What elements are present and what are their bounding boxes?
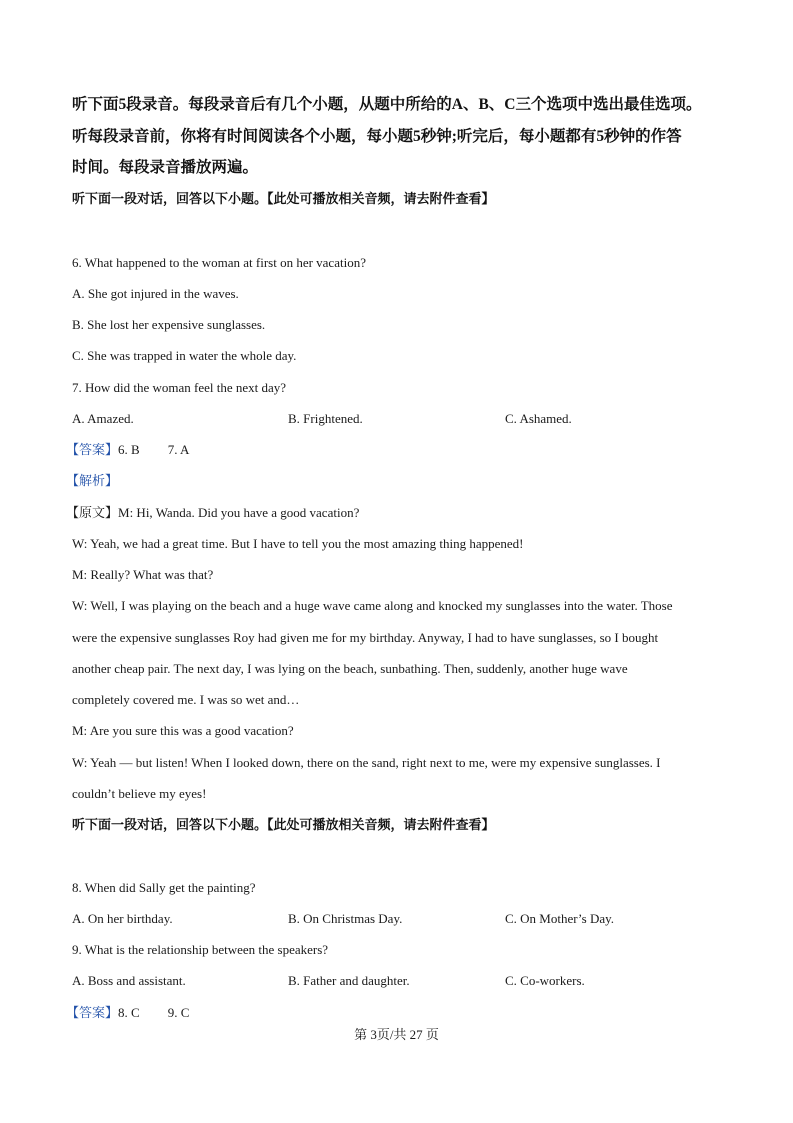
question-8-stem: 8. When did Sally get the painting? <box>72 880 256 895</box>
transcript-line-6: another cheap pair. The next day, I was lying on the beach, sunbathing. Then, suddenly, another huge wave <box>72 661 628 676</box>
answer-tag: 【答案】 <box>66 442 119 457</box>
answer-7: 7. A <box>167 442 190 457</box>
question-8-option-c: C. On Mother’s Day. <box>505 911 615 926</box>
transcript-line-9: W: Yeah — but listen! When I looked down, there on the sand, right next to me, were my expensive sunglasses. I <box>72 755 661 770</box>
page-number: 第 3页/共 27 页 <box>354 1027 439 1042</box>
transcript-text: M: Hi, Wanda. Did you have a good vacation? <box>118 505 360 520</box>
question-7-option-b: B. Frightened. <box>288 411 363 426</box>
transcript-line-8: M: Are you sure this was a good vacation? <box>72 723 294 738</box>
intro-line-1: 听下面5段录音。每段录音后有几个小题，从题中所给的A、B、C三个选项中选出最佳选项。 <box>72 96 702 113</box>
intro-line-3: 时间。每段录音播放两遍。 <box>72 159 259 176</box>
question-6-stem: 6. What happened to the woman at first on her vacation? <box>72 255 366 270</box>
answer-row-2 <box>66 1005 189 1021</box>
transcript-line-2: W: Yeah, we had a great time. But I have to tell you the most amazing thing happened! <box>72 536 524 551</box>
question-6-option-a: A. She got injured in the waves. <box>72 286 239 301</box>
transcript-line-10: couldn’t believe my eyes! <box>72 786 207 801</box>
question-8-option-a: A. On her birthday. <box>72 911 173 926</box>
question-9-option-a: A. Boss and assistant. <box>72 973 186 988</box>
transcript-line-5: were the expensive sunglasses Roy had given me for my birthday. Anyway, I had to have sunglasses, so I bought <box>72 630 659 645</box>
question-9-option-c: C. Co-workers. <box>505 973 585 988</box>
answer-8: 8. C <box>118 1005 140 1020</box>
analysis-tag: 【解析】 <box>66 473 119 488</box>
question-6-option-c: C. She was trapped in water the whole day. <box>72 348 297 363</box>
transcript-line-3: M: Really? What was that? <box>72 567 214 582</box>
answer-tag: 【答案】 <box>66 1005 119 1020</box>
transcript-line-1 <box>66 505 359 521</box>
question-7-stem: 7. How did the woman feel the next day? <box>72 380 287 395</box>
intro-line-2: 听每段录音前，你将有时间阅读各个小题，每小题5秒钟;听完后，每小题都有5秒钟的作答 <box>72 128 682 145</box>
answer-9: 9. C <box>167 1005 190 1020</box>
transcript-tag: 【原文】 <box>66 505 119 520</box>
question-9-option-b: B. Father and daughter. <box>288 973 410 988</box>
section-1-heading: 听下面一段对话，回答以下小题。【此处可播放相关音频，请去附件查看】 <box>72 191 495 206</box>
section-2-heading: 听下面一段对话，回答以下小题。【此处可播放相关音频，请去附件查看】 <box>72 817 495 832</box>
answer-row-1 <box>66 442 189 458</box>
question-9-stem: 9. What is the relationship between the speakers? <box>72 942 329 957</box>
question-8-option-b: B. On Christmas Day. <box>288 911 403 926</box>
question-7-option-a: A. Amazed. <box>72 411 134 426</box>
transcript-line-4: W: Well, I was playing on the beach and a huge wave came along and knocked my sunglasses into the water. Those <box>72 598 673 613</box>
transcript-line-7: completely covered me. I was so wet and… <box>72 692 300 707</box>
question-6-option-b: B. She lost her expensive sunglasses. <box>72 317 266 332</box>
question-7-option-c: C. Ashamed. <box>505 411 572 426</box>
answer-6: 6. B <box>118 442 140 457</box>
